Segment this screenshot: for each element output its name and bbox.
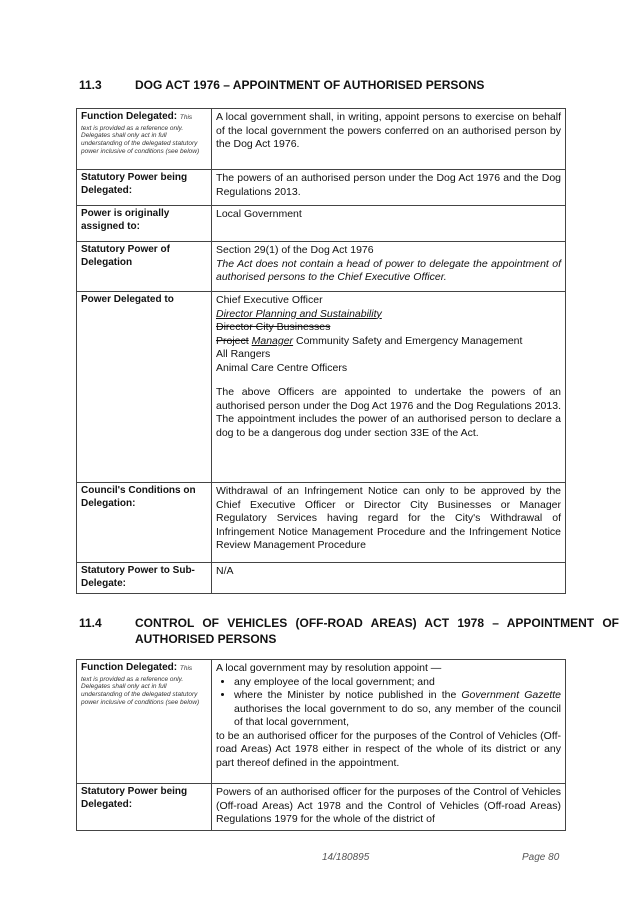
table-row <box>77 784 566 831</box>
statutory-power-label: Statutory Power being Delegated: <box>77 170 212 206</box>
delegated-to-label: Power Delegated to <box>77 292 212 483</box>
table-row <box>77 242 566 292</box>
list-item-text: where the Minister by notice published in the <box>234 689 462 701</box>
section-11-4-heading <box>79 615 619 649</box>
delegate-ceo: Chief Executive Officer <box>216 294 323 306</box>
statutory-power-value: Powers of an authorised officer for the purposes of the Control of Vehicles (Off-road Areas) Act 1978 and the Control of Vehicles (Off-road Areas) Regulations 1979 for the whole of the district of <box>212 784 566 831</box>
list-item <box>234 689 561 730</box>
power-of-delegation-label: Statutory Power of Delegation <box>77 242 212 292</box>
function-delegated-value <box>212 660 566 784</box>
list-item: • any employee of the local government; and <box>234 676 561 690</box>
document-reference: 14/180895 <box>322 852 370 863</box>
delegate-director-planning: Director Planning and Sustainability <box>216 307 382 320</box>
sub-delegate-label: Statutory Power to Sub-Delegate: <box>77 563 212 594</box>
power-of-delegation-value <box>212 242 566 292</box>
row-label <box>77 660 212 784</box>
table-row <box>77 292 566 483</box>
section-number: 11.4 <box>79 616 102 630</box>
originally-assigned-label: Power is originally assigned to: <box>77 206 212 242</box>
originally-assigned-value: Local Government <box>212 206 566 242</box>
power-of-delegation-note: The Act does not contain a head of power to delegate the appointment of authorised persons to the Chief Executive Officer. <box>216 257 561 283</box>
reference-note: text is provided as a reference only. Delegates shall only act in full understanding of the delegated statutory power inclusive of conditions (see below) <box>81 675 200 706</box>
list-item-text: authorises the local government to do so, any member of the council of that local government, <box>234 702 561 728</box>
reference-note-lead: This <box>179 114 193 121</box>
delegate-rangers: All Rangers <box>216 348 271 360</box>
section-number: 11.3 <box>79 78 102 92</box>
delegation-table-11-4 <box>76 659 566 831</box>
appointment-closing: to be an authorised officer for the purposes of the Control of Vehicles (Off-road Areas) Act 1978 either in respect of the whole of its district or any part thereof defined in the appointment. <box>216 729 561 769</box>
function-delegated-value: A local government shall, in writing, appoint persons to exercise on behalf of the local government the powers conferred on an authorised person by the Dog Act 1976. <box>212 109 566 170</box>
delegation-table-11-3 <box>76 108 566 594</box>
conditions-label: Council's Conditions on Delegation: <box>77 483 212 563</box>
page-number: Page 80 <box>522 852 560 863</box>
table-row <box>77 563 566 594</box>
delegated-to-value <box>212 292 566 483</box>
section-title: CONTROL OF VEHICLES (OFF-ROAD AREAS) ACT 1978 – APPOINTMENT OF AUTHORISED PERSONS <box>135 616 619 646</box>
reference-note: text is provided as a reference only. Delegates shall only act in full understanding of the delegated statutory power inclusive of conditions (see below) <box>81 124 200 155</box>
table-row <box>77 660 566 784</box>
function-delegated-label: Function Delegated: <box>81 662 178 673</box>
table-row <box>77 170 566 206</box>
delegation-paragraph: The above Officers are appointed to undertake the powers of an authorised person under the Dog Act 1976 and the Dog Regulations 2013. The appointment includes the power of an authorised person to declare a dog to be a dangerous dog under section 33E of the Act. <box>216 386 561 439</box>
statutory-power-value: The powers of an authorised person under the Dog Act 1976 and the Dog Regulations 2013. <box>212 170 566 206</box>
table-row <box>77 483 566 563</box>
inserted-word: Manager <box>251 334 294 347</box>
function-delegated-label: Function Delegated: <box>81 111 178 122</box>
appointment-intro: A local government may by resolution appoint — <box>216 662 442 674</box>
struck-word: Project <box>216 334 249 347</box>
delegate-director-city-struck: Director City Businesses <box>216 321 331 333</box>
table-row <box>77 206 566 242</box>
sub-delegate-value: N/A <box>212 563 566 594</box>
power-of-delegation-section: Section 29(1) of the Dog Act 1976 <box>216 244 374 256</box>
row-label <box>77 109 212 170</box>
gazette-text: Government Gazette <box>461 689 561 701</box>
table-row <box>77 109 566 170</box>
delegate-manager-community <box>216 335 561 349</box>
appointment-list <box>216 676 561 730</box>
delegate-animal-care: Animal Care Centre Officers <box>216 361 348 374</box>
statutory-power-label: Statutory Power being Delegated: <box>77 784 212 831</box>
delegate-manager-rest: Community Safety and Emergency Management <box>293 334 523 347</box>
reference-note-lead: This <box>179 665 193 672</box>
conditions-value: Withdrawal of an Infringement Notice can only to be approved by the Chief Executive Officer or Director City Businesses or Manager Regulatory Services having regard for the City's Withdrawal of Infringement Notice Management Procedure and the Infringement Notice Review Management Procedure <box>212 483 566 563</box>
section-title: DOG ACT 1976 – APPOINTMENT OF AUTHORISED PERSONS <box>135 78 485 92</box>
